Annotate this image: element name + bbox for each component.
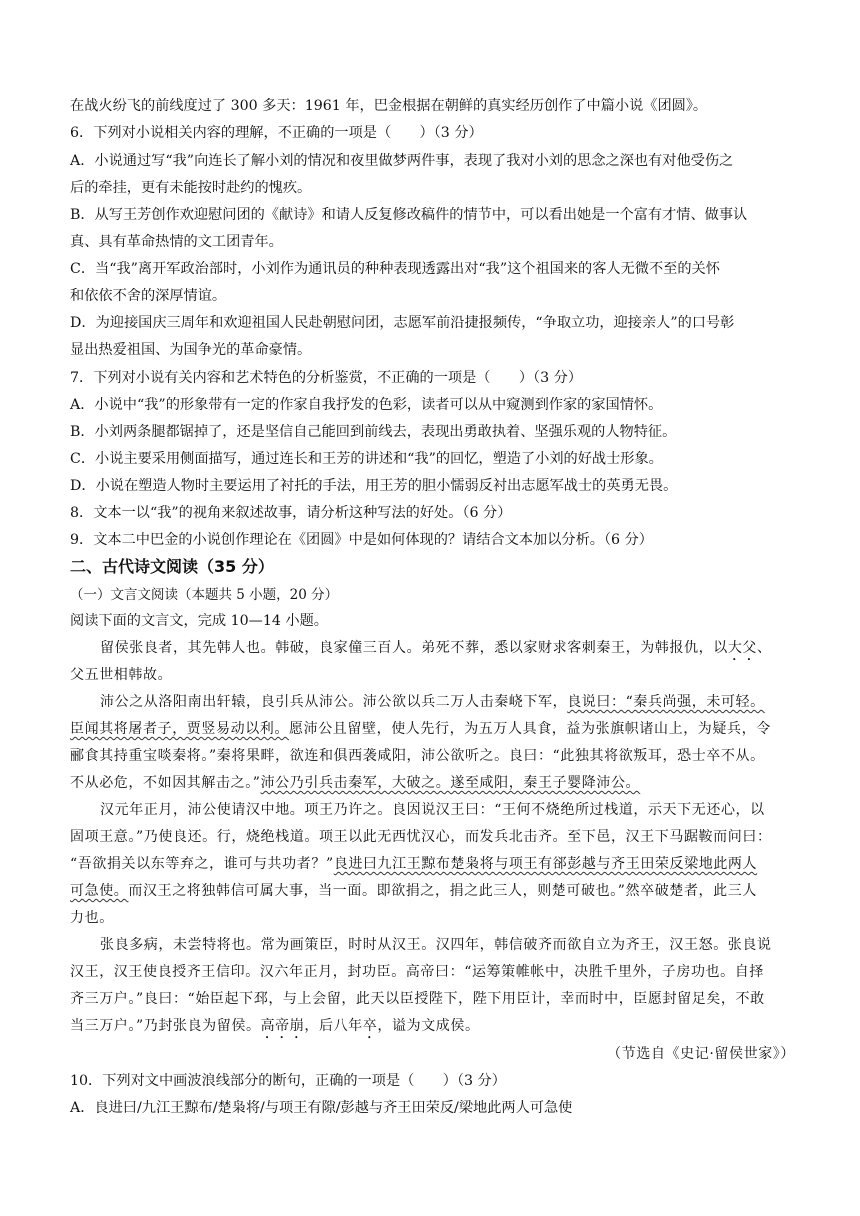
passage-text: 不从必危，不如因其解击之。” [70,775,261,791]
option-6c-cont: 和依依不舍的深厚情谊。 [70,288,227,304]
passage-line: 固项王意。”乃使良还。行，烧绝栈道。项王以此无西忧汉心，而发兵北击齐。至下邑，汉王下马踞鞍而问曰： [70,829,772,845]
passage-text: ，后八年 [304,1018,363,1034]
option-10a: A．良进曰/九江王黥布/楚枭将/与项王有隙/彭越与齐王田荣反/梁地此两人可急使 [70,1100,573,1116]
option-7a: A．小说中“我”的形象带有一定的作家自我抒发的色彩，读者可以从中窥测到作家的家国情怀。 [70,397,663,413]
section-heading: 二、古代诗文阅读（35 分） [70,557,274,576]
passage-line [70,773,640,793]
option-6b: B．从写王芳创作欢迎慰问团的《献诗》和请人反复修改稿件的情节中，可以看出她是一个富有才情、做事认 [70,207,748,223]
option-7d: D．小说在塑造人物时主要运用了衬托的手法，用王芳的胆小懦弱反衬出志愿军战士的英勇无畏。 [70,478,678,494]
passage-line: 力也。 [70,910,114,926]
passage-line: 父五世相韩故。 [70,667,173,683]
question-7: 7．下列对小说有关内容和艺术特色的分析鉴赏，不正确的一项是（ ）（3 分） [70,370,583,386]
passage-text: 沛公之从洛阳南出轩辕，良引兵从沛公。沛公欲以兵二万人击秦峣下军， [100,694,568,710]
passage-line [70,719,771,739]
underlined-sentence: 沛公乃引兵击秦军，大破之。遂至咸阳，秦王子婴降沛公。 [260,775,641,791]
question-6: 6．下列对小说相关内容的理解，不正确的一项是（ ）（3 分） [70,125,483,141]
passage-text: “吾欲捐关以东等弃之，谁可与共功者？” [70,856,334,872]
dotted-word: 卒 [362,1018,378,1034]
passage-line [70,854,757,874]
passage-line: 汉王，汉王使良授齐王信印。汉六年正月，封功臣。高帝曰：“运筹策帷帐中，决胜千里外，子房功也。自择 [70,964,764,980]
question-9: 9．文本二中巴金的小说创作理论在《团圆》中是如何体现的？请结合文本加以分析。（6 分） [70,532,653,548]
passage-line: 齐三万户。”良曰：“始臣起下邳，与上会留，此天以臣授陛下，陛下用臣计，幸而时中，臣愿封留足矣，不敢 [70,991,765,1007]
passage-line: 郦食其持重宝啖秦将。”秦将果畔，欲连和俱西袭咸阳，沛公欲听之。良曰：“此独其将欲叛耳，恐士卒不从。 [70,748,765,764]
passage-text: ，谥为文成侯。 [377,1018,480,1034]
passage-paragraph-1 [100,638,772,664]
option-6a-cont: 后的牵挂，更有未能按时赴约的愧疚。 [70,180,312,196]
passage-paragraph-4: 张良多病，未尝特将也。常为画策臣，时时从汉王。汉四年，韩信破齐而欲自立为齐王，汉王怒。张良说 [100,937,772,953]
passage-paragraph-2 [100,692,765,712]
option-7b: B．小刘两条腿都锯掉了，还是坚信自己能回到前线去，表现出勇敢执着、坚强乐观的人物特征。 [70,424,677,440]
passage-text: 、 [757,640,772,656]
passage-text: 愿沛公且留壁，使人先行，为五万人具食，益为张旗帜诸山上，为疑兵，令 [289,721,771,737]
option-6d-cont: 显出热爱祖国、为国争光的革命豪情。 [70,342,312,358]
option-6c: C．当“我”离开军政治部时，小刘作为通讯员的种种表现透露出对“我”这个祖国来的客人无微不至的关怀 [70,261,720,277]
underlined-sentence: 良说曰：“秦兵尚强，未可轻。 [567,694,765,710]
text-line: 在战火纷飞的前线度过了 300 多天：1961 年，巴金根据在朝鲜的真实经历创作了中篇小说《团圆》。 [70,98,708,114]
passage-text: 留侯张良者，其先韩人也。韩破，良家僮三百人。弟死不葬，悉以家财求客刺秦王，为韩报仇，以 [100,640,728,656]
dotted-word: 大父 [727,640,758,656]
reading-instruction: 阅读下面的文言文，完成 10—14 小题。 [70,613,328,629]
passage-line [70,881,757,901]
option-6b-cont: 真、具有革命热情的文工团青年。 [70,234,283,250]
wavy-underlined-sentence: 良进曰九江王黥布楚枭将与项王有郤彭越与齐王田荣反梁地此两人 [333,856,758,872]
passage-source: （节选自《史记·留侯世家》） [607,1046,795,1062]
option-6d: D．为迎接国庆三周年和欢迎祖国人民赴朝慰问团，志愿军前沿捷报频传，“争取立功，迎接亲人”的口号彰 [70,315,735,331]
passage-text: 而汉王之将独韩信可属大事，当一面。即欲捐之，捐之此三人，则楚可破也。”然卒破楚者，此三人 [128,883,757,899]
wavy-underlined-sentence: 可急使。 [70,883,129,899]
option-6a: A．小说通过写“我”向连长了解小刘的情况和夜里做梦两件事，表现了我对小刘的思念之深也有对他受伤之 [70,153,734,169]
question-8: 8．文本一以“我”的视角来叙述故事，请分析这种写法的好处。（6 分） [70,505,512,521]
passage-text: 当三万户。”乃封张良为留侯。 [70,1018,261,1034]
passage-line [70,1016,480,1042]
dotted-word: 高帝崩 [260,1018,305,1034]
subsection-heading: （一）文言文阅读（本题共 5 小题，20 分） [70,587,339,603]
underlined-sentence: 臣闻其将屠者子，贾竖易动以利。 [70,721,289,737]
passage-paragraph-3: 汉元年正月，沛公使请汉中地。项王乃许之。良因说汉王曰：“王何不烧绝所过栈道，示天下无还心，以 [100,802,765,818]
option-7c: C．小说主要采用侧面描写，通过连长和王芳的讲述和“我”的回忆，塑造了小刘的好战士形象。 [70,451,663,467]
question-10: 10．下列对文中画波浪线部分的断句，正确的一项是（ ）（3 分） [70,1073,506,1089]
